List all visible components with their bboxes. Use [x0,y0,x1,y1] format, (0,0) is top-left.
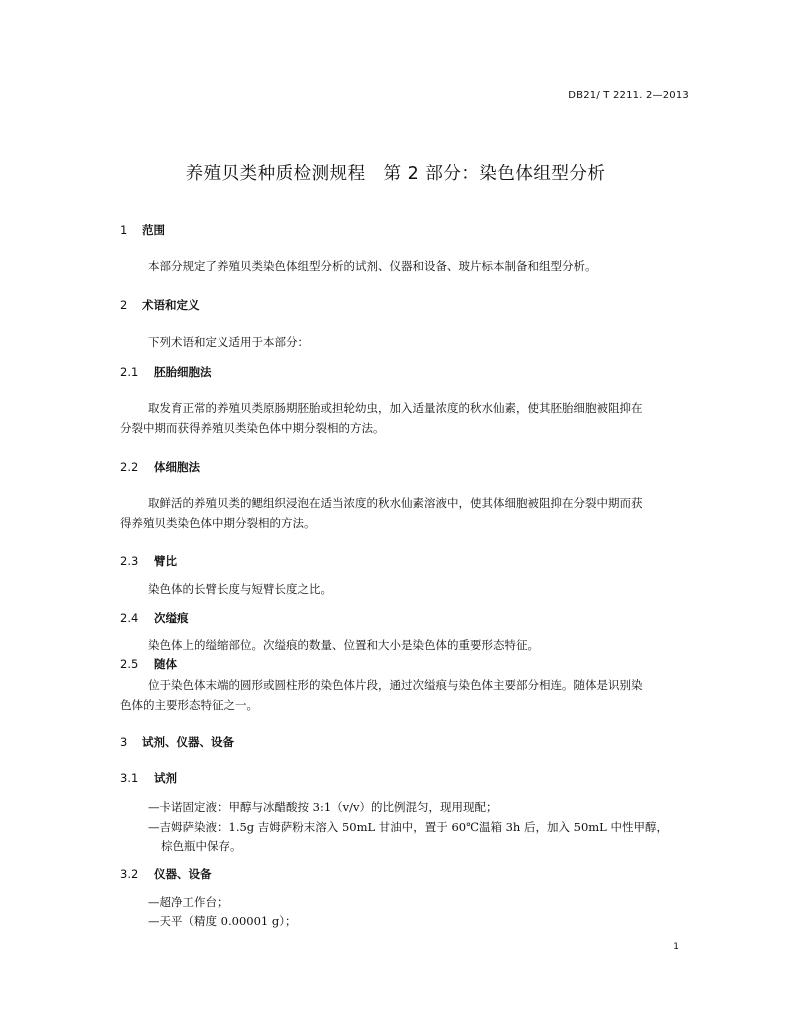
section-heading-2 [120,297,200,313]
section-number: 2.2 [120,460,139,474]
section-label: 体细胞法 [154,460,200,474]
section-label: 范围 [142,223,165,237]
section-heading-2-2 [120,459,200,475]
section-label: 术语和定义 [142,298,200,312]
section-number: 3 [120,735,128,749]
section-label: 胚胎细胞法 [154,365,212,379]
list-item: —天平（精度 0.00001 g）； [148,914,297,928]
section-number: 2.4 [120,611,139,625]
paragraph-line: 分裂中期而获得养殖贝类染色体中期分裂相的方法。 [120,421,385,435]
section-number: 2.5 [120,657,139,671]
section-heading-2-1 [120,364,212,380]
section-number: 3.2 [120,867,139,881]
standard-number: DB21/ T 2211. 2—2013 [568,90,689,101]
document-title: 养殖贝类种质检测规程 第 2 部分：染色体组型分析 [185,164,606,184]
section-label: 次缢痕 [154,611,189,625]
section-heading-2-3 [120,553,177,569]
paragraph: 本部分规定了养殖贝类染色体组型分析的试剂、仪器和设备、玻片标本制备和组型分析。 [148,259,597,273]
section-heading-2-5 [120,656,177,672]
list-item: —吉姆萨染液：1.5g 吉姆萨粉末溶入 50mL 甘油中，置于 60℃温箱 3h 后，加入 50mL 中性甲醇， [148,820,668,834]
paragraph-line: 取发育正常的养殖贝类原肠期胚胎或担轮幼虫，加入适量浓度的秋水仙素，使其胚胎细胞被阻抑在 [148,401,643,415]
section-label: 仪器、设备 [154,867,212,881]
paragraph-line: 位于染色体末端的圆形或圆柱形的染色体片段，通过次缢痕与染色体主要部分相连。随体是识别染 [148,678,643,692]
list-item: —超净工作台； [148,895,229,909]
list-item-continuation: 棕色瓶中保存。 [161,839,242,853]
paragraph: 染色体的长臂长度与短臂长度之比。 [148,582,332,596]
section-heading-3-2 [120,866,212,882]
paragraph: 染色体上的缢缩部位。次缢痕的数量、位置和大小是染色体的重要形态特征。 [148,638,539,652]
section-number: 2.1 [120,365,139,379]
section-label: 试剂、仪器、设备 [142,735,234,749]
section-number: 2.3 [120,554,139,568]
section-heading-3-1 [120,770,177,786]
section-heading-2-4 [120,610,189,626]
paragraph-line: 色体的主要形态特征之一。 [120,698,258,712]
section-heading-3 [120,734,234,750]
list-item: —卡诺固定液：甲醇与冰醋酸按 3:1（v/v）的比例混匀，现用现配； [148,800,498,814]
page-number: 1 [673,942,679,952]
section-label: 臂比 [154,554,177,568]
section-heading-1 [120,222,165,238]
section-label: 试剂 [154,771,177,785]
section-number: 3.1 [120,771,139,785]
section-number: 1 [120,223,128,237]
section-label: 随体 [154,657,177,671]
paragraph-line: 取鲜活的养殖贝类的鳃组织浸泡在适当浓度的秋水仙素溶液中，使其体细胞被阻抑在分裂中期而获 [148,496,643,510]
paragraph: 下列术语和定义适用于本部分： [148,335,309,349]
paragraph-line: 得养殖贝类染色体中期分裂相的方法。 [120,516,316,530]
section-number: 2 [120,298,128,312]
